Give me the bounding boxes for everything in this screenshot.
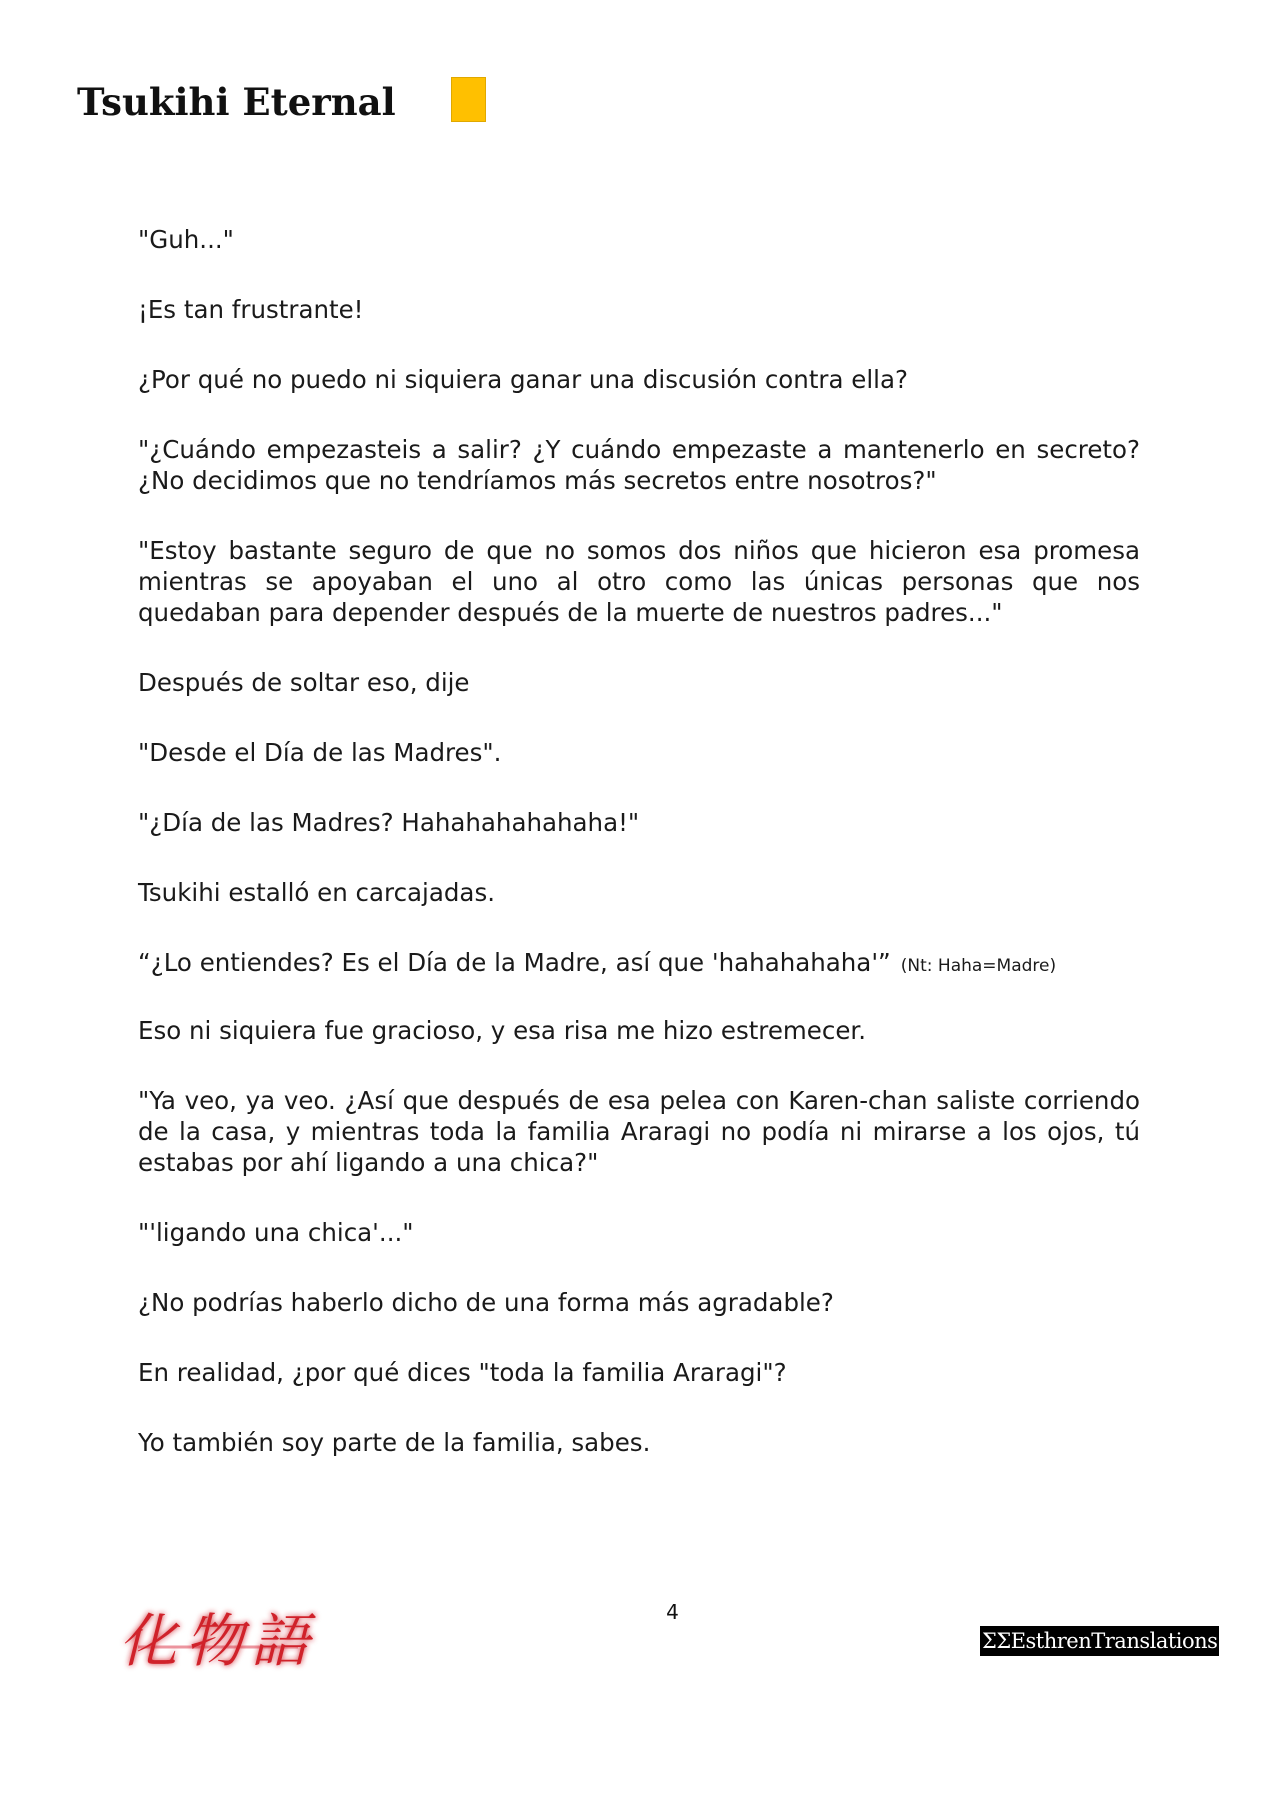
paragraph-text: “¿Lo entiendes? Es el Día de la Madre, así que 'hahahahaha'”	[138, 948, 891, 977]
title-accent-square	[451, 77, 486, 122]
paragraph: Eso ni siquiera fue gracioso, y esa risa me hizo estremecer.	[138, 1016, 867, 1045]
paragraph-with-note	[138, 947, 1140, 982]
paragraph: Después de soltar eso, dije	[138, 668, 470, 697]
paragraph: ¿No podrías haberlo dicho de una forma más agradable?	[138, 1288, 834, 1317]
paragraph: "¿Cuándo empezasteis a salir? ¿Y cuándo empezaste a mantenerlo en secreto? ¿No decidimos que no tendríamos más secretos entre nosotros?"	[138, 435, 1140, 495]
paragraph: "'ligando una chica'..."	[138, 1218, 414, 1247]
paragraph: Yo también soy parte de la familia, sabes.	[138, 1428, 651, 1457]
paragraph: "¿Día de las Madres? Hahahahahahaha!"	[138, 808, 640, 837]
paragraph: ¡Es tan frustrante!	[138, 295, 364, 324]
bakemonogatari-logo	[98, 1603, 338, 1675]
paragraph: "Ya veo, ya veo. ¿Así que después de esa pelea con Karen-chan saliste corriendo de la casa, y mientras toda la familia Araragi no podía ni mirarse a los ojos, tú estabas por ahí ligando a una chica?"	[138, 1086, 1140, 1177]
translator-credit: ΣΣEsthrenTranslations	[980, 1626, 1219, 1656]
document-title: Tsukihi Eternal	[77, 80, 396, 124]
paragraph: En realidad, ¿por qué dices "toda la familia Araragi"?	[138, 1358, 787, 1387]
paragraph: Tsukihi estalló en carcajadas.	[138, 878, 495, 907]
paragraph: ¿Por qué no puedo ni siquiera ganar una discusión contra ella?	[138, 365, 909, 394]
logo-graphic	[98, 1603, 338, 1675]
logo-lettering: 化物語	[118, 1607, 318, 1675]
page-number: 4	[666, 1600, 679, 1624]
body-text	[138, 224, 1140, 1497]
translator-note: (Nt: Haha=Madre)	[900, 956, 1057, 976]
paragraph: "Estoy bastante seguro de que no somos dos niños que hicieron esa promesa mientras se apoyaban el uno al otro como las únicas personas que nos quedaban para depender después de la muerte de nuestros padres..."	[138, 536, 1140, 627]
page-header	[77, 76, 577, 136]
paragraph: "Guh..."	[138, 225, 234, 254]
paragraph: "Desde el Día de las Madres".	[138, 738, 502, 767]
